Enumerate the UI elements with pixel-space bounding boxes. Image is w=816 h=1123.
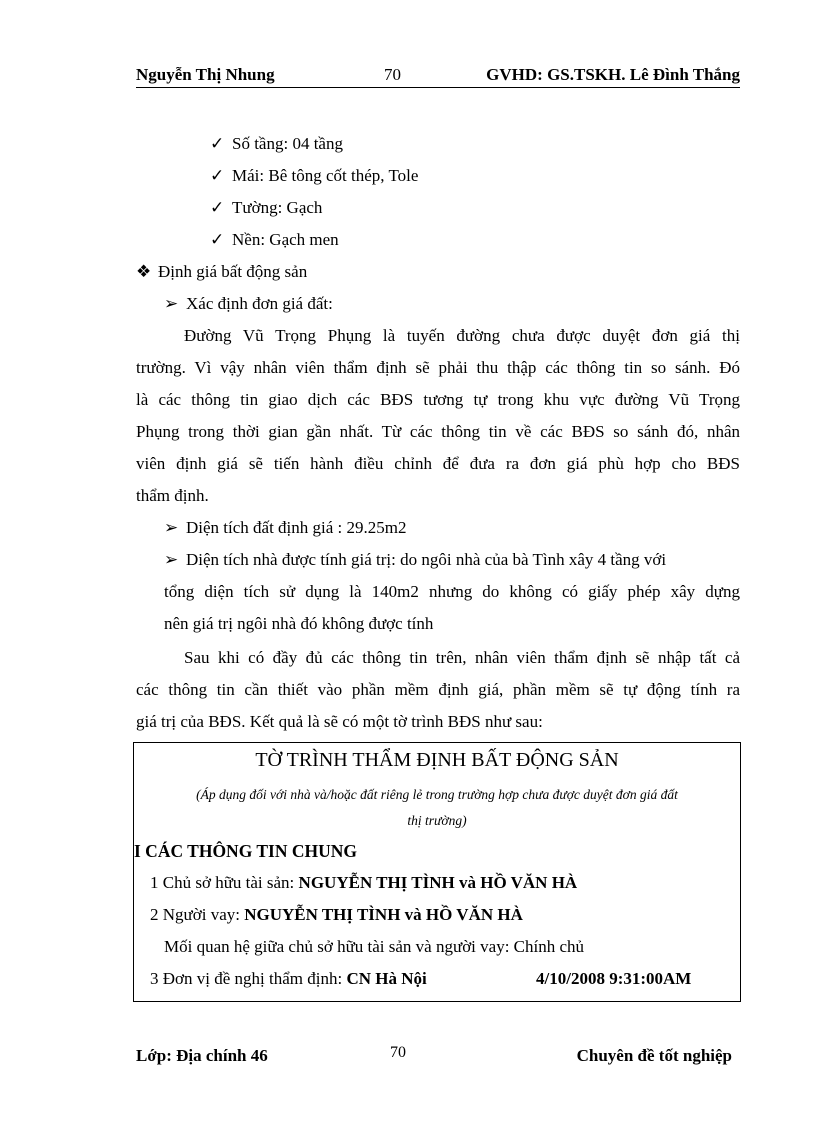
borrower-value: NGUYỄN THỊ TÌNH và HỒ VĂN HÀ bbox=[244, 905, 523, 924]
header-page-number: 70 bbox=[384, 65, 401, 84]
paragraph-line: trường. Vì vậy nhân viên thẩm định sẽ phải thu thập các thông tin so sánh. Đó bbox=[136, 358, 740, 377]
page-header bbox=[136, 63, 740, 88]
paragraph-line: Đường Vũ Trọng Phụng là tuyến đường chưa được duyệt đơn giá thị bbox=[184, 326, 740, 345]
section-heading: ❖ Định giá bất động sản bbox=[136, 262, 308, 281]
check-icon: ✓ bbox=[210, 134, 225, 153]
arrow-bullet-icon: ➢ bbox=[164, 550, 179, 569]
check-icon: ✓ bbox=[210, 198, 225, 217]
checklist-item: ✓ Nền: Gạch men bbox=[210, 230, 339, 249]
checklist-item: ✓ Tường: Gạch bbox=[210, 198, 323, 217]
footer-title: Chuyên đề tốt nghiệp bbox=[576, 1046, 732, 1065]
report-subtitle: (Áp dụng đối với nhà và/hoặc đất riêng lẻ trong trường hợp chưa được duyệt đơn giá đất bbox=[196, 787, 678, 802]
appraisal-report-box bbox=[133, 742, 741, 1002]
owner-row bbox=[150, 873, 577, 893]
arrow-bullet-icon: ➢ bbox=[164, 518, 179, 537]
footer-page-number: 70 bbox=[390, 1044, 406, 1061]
checklist-item: ✓ Số tầng: 04 tầng bbox=[210, 134, 343, 153]
relation-label: Mối quan hệ giữa chủ sở hữu tài sản và người vay: bbox=[164, 937, 510, 956]
check-icon: ✓ bbox=[210, 230, 225, 249]
paragraph-line: các thông tin cần thiết vào phần mềm định giá, phần mềm sẽ tự động tính ra bbox=[136, 680, 740, 699]
paragraph-line: nên giá trị ngôi nhà đó không được tính bbox=[164, 614, 434, 633]
paragraph-line: giá trị của BĐS. Kết quả là sẽ có một tờ trình BĐS như sau: bbox=[136, 712, 543, 731]
header-advisor: GVHD: GS.TSKH. Lê Đình Thắng bbox=[486, 65, 740, 84]
header-author: Nguyễn Thị Nhung bbox=[136, 65, 275, 84]
land-area: ➢ Diện tích đất định giá : 29.25m2 bbox=[164, 518, 407, 537]
sub-heading: ➢ Xác định đơn giá đất: bbox=[164, 294, 333, 313]
paragraph-line: tổng diện tích sử dụng là 140m2 nhưng do không có giấy phép xây dựng bbox=[164, 582, 740, 601]
report-section-title: I CÁC THÔNG TIN CHUNG bbox=[134, 841, 357, 861]
borrower-label: 2 Người vay: bbox=[150, 905, 240, 924]
report-datetime: 4/10/2008 9:31:00AM bbox=[536, 969, 692, 988]
owner-label: 1 Chủ sở hữu tài sản: bbox=[150, 873, 295, 892]
report-subtitle: thị trường) bbox=[407, 813, 467, 828]
unit-row bbox=[150, 969, 427, 989]
house-area: ➢ Diện tích nhà được tính giá trị: do ngôi nhà của bà Tình xây 4 tầng với bbox=[164, 550, 667, 569]
paragraph-line: thẩm định. bbox=[136, 486, 209, 505]
diamond-bullet-icon: ❖ bbox=[136, 262, 152, 281]
relation-value: Chính chủ bbox=[513, 937, 585, 956]
check-icon: ✓ bbox=[210, 166, 225, 185]
paragraph-line: viên định giá sẽ tiến hành điều chỉnh để đưa ra đơn giá phù hợp cho BĐS bbox=[136, 454, 740, 473]
checklist-item: ✓ Mái: Bê tông cốt thép, Tole bbox=[210, 166, 419, 185]
paragraph-line: là các thông tin giao dịch các BĐS tương tự trong khu vực đường Vũ Trọng bbox=[136, 390, 740, 409]
arrow-bullet-icon: ➢ bbox=[164, 294, 179, 313]
unit-value: CN Hà Nội bbox=[346, 969, 427, 988]
report-title: TỜ TRÌNH THẨM ĐỊNH BẤT ĐỘNG SẢN bbox=[255, 749, 619, 771]
unit-label: 3 Đơn vị đề nghị thẩm định: bbox=[150, 969, 343, 988]
borrower-row bbox=[150, 905, 523, 925]
paragraph-line: Phụng trong thời gian gần nhất. Từ các thông tin về các BĐS so sánh đó, nhân bbox=[136, 422, 740, 441]
footer-class: Lớp: Địa chính 46 bbox=[136, 1046, 268, 1065]
paragraph-line: Sau khi có đầy đủ các thông tin trên, nhân viên thẩm định sẽ nhập tất cả bbox=[184, 648, 740, 667]
owner-value: NGUYỄN THỊ TÌNH và HỒ VĂN HÀ bbox=[298, 873, 578, 892]
relation-row bbox=[164, 937, 584, 957]
